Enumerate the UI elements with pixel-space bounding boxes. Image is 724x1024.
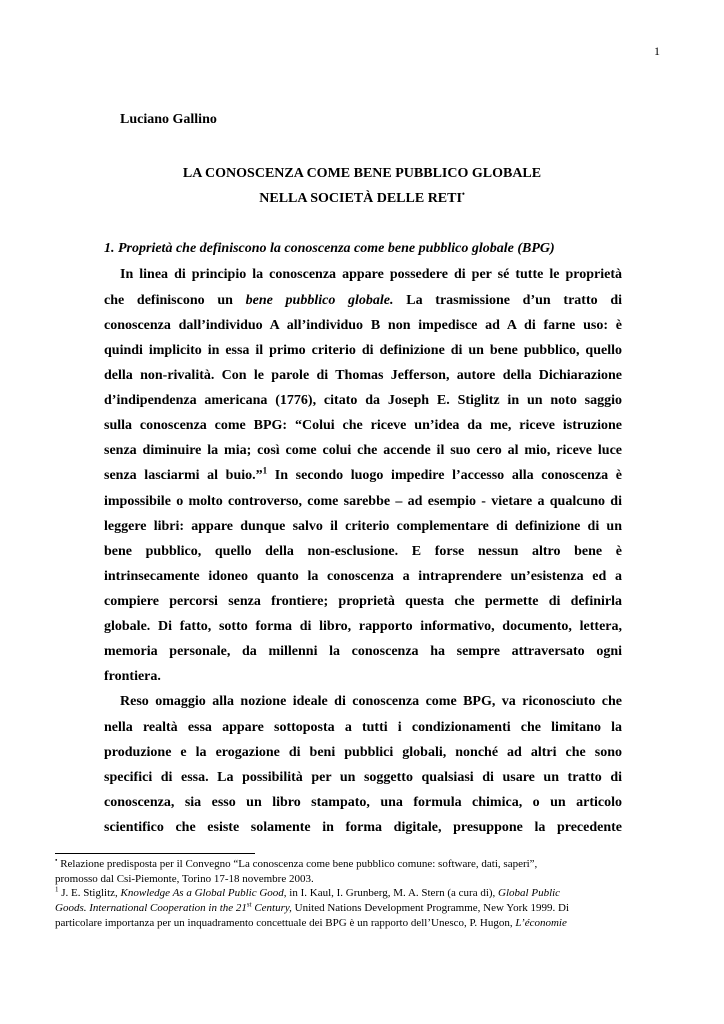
body-line: nella realtà essa appare sottoposta a tutti i condizionamenti che limitano la [104,720,622,735]
footnote-line [55,917,665,930]
footnote-text-italic: Knowledge As a Global Public Good [120,887,284,899]
document-title-line-2-text: NELLA SOCIETÀ DELLE RETI [259,191,462,206]
footnote-text-italic: Goods. International Cooperation in the 21 [55,902,247,914]
body-line: In linea di principio la conoscenza appare possedere di per sé tutte le proprietà [120,267,622,282]
body-line: conoscenza dall’individuo A all’individuo B non impedisce ad A di farne uso: è [104,318,622,333]
body-line: bene pubblico, quello della non-esclusione. E forse nessun altro bene è [104,544,622,559]
body-line: impossibile o molto controverso, come sarebbe – ad esempio - vietare a qualcuno di [104,494,622,509]
footnote-line [55,858,665,871]
footnote-text-italic: Global Public [498,887,561,899]
body-line: globale. Di fatto, sotto forma di libro, rapporto informativo, documento, lettera, [104,619,622,634]
body-line: conoscenza, sia esso un libro stampato, una formula chimica, o un articolo [104,795,622,810]
body-line: della non-rivalità. Con le parole di Thomas Jefferson, autore della Dichiarazione [104,368,622,383]
body-line: specifici di essa. La possibilità per un soggetto qualsiasi di usare un tratto di [104,770,622,785]
body-text-span: In secondo luogo impedire l’accesso alla conoscenza è [267,468,622,483]
body-text-span: La trasmissione d’un tratto di [393,293,622,308]
footnote-separator [55,853,255,854]
footnote-marker: • [55,856,58,865]
body-line: intrinsecamente idoneo quanto la conoscenza a intraprendere un’esistenza ed a [104,569,622,584]
page-number: 1 [654,44,660,58]
footnote-text: Relazione predisposta per il Convegno “La conoscenza come bene pubblico comune: software, dati, saperi”, [57,858,538,870]
footnote-line [55,902,665,915]
footnote-marker: 1 [55,885,59,894]
body-line: leggere libri: appare dunque salvo il criterio complementare di definizione di un [104,519,622,534]
body-line: produzione e la erogazione di beni pubblici globali, nonché ad altri che sono [104,745,622,760]
footnote-text-italic: st [246,900,252,909]
footnote-line [55,887,665,900]
body-line: frontiera. [104,669,161,684]
footnote-reference-1: 1 [262,465,268,476]
footnote-text: J. E. Stiglitz, [58,887,121,899]
document-title-line-1: LA CONOSCENZA COME BENE PUBBLICO GLOBALE [182,166,542,181]
body-line [104,464,622,488]
footnote-text-italic: Century, [251,902,292,914]
body-line: compiere percorsi senza frontiere; proprietà questa che permette di definirla [104,594,622,609]
footnote-text: particolare importanza per un inquadramento concettuale dei BPG è un rapporto dell’Unesco, P. Hugon, [55,917,516,929]
body-line: Reso omaggio alla nozione ideale di conoscenza come BPG, va riconosciuto che [120,694,622,709]
body-line: scientifico che esiste solamente in forma digitale, presuppone la precedente [104,820,622,835]
author-name: Luciano Gallino [120,112,217,127]
body-line: memoria personale, da millenni la conoscenza ha sempre attraversato ogni [104,644,622,659]
body-text-span: che definiscono un [104,293,246,308]
body-line: senza diminuire la mia; così come colui che accende il suo cero al mio, riceve luce [104,443,622,458]
section-heading: 1. Proprietà che definiscono la conoscenza come bene pubblico globale (BPG) [104,241,555,256]
title-footnote-marker: • [461,189,465,199]
body-text-span: senza lasciarmi al buio.” [104,468,263,483]
footnote-line: promosso dal Csi-Piemonte, Torino 17-18 novembre 2003. [55,873,314,885]
body-line [104,289,622,313]
body-line: d’indipendenza americana (1776), citato da Joseph E. Stiglitz in un noto saggio [104,393,622,408]
footnote-text-italic: L’économie [515,917,567,929]
body-line: sulla conoscenza come BPG: “Colui che riceve un’idea da me, riceve istruzione [104,418,622,433]
footnote-text: United Nations Development Programme, New York 1999. Di [291,902,570,914]
body-text-italic: bene pubblico globale. [245,293,394,308]
document-title-line-2 [0,191,724,207]
footnote-text: , in I. Kaul, I. Grunberg, M. A. Stern (a cura di), [283,887,499,899]
body-line: quindi implicito in essa il primo criterio di definizione di un bene pubblico, quello [104,343,622,358]
